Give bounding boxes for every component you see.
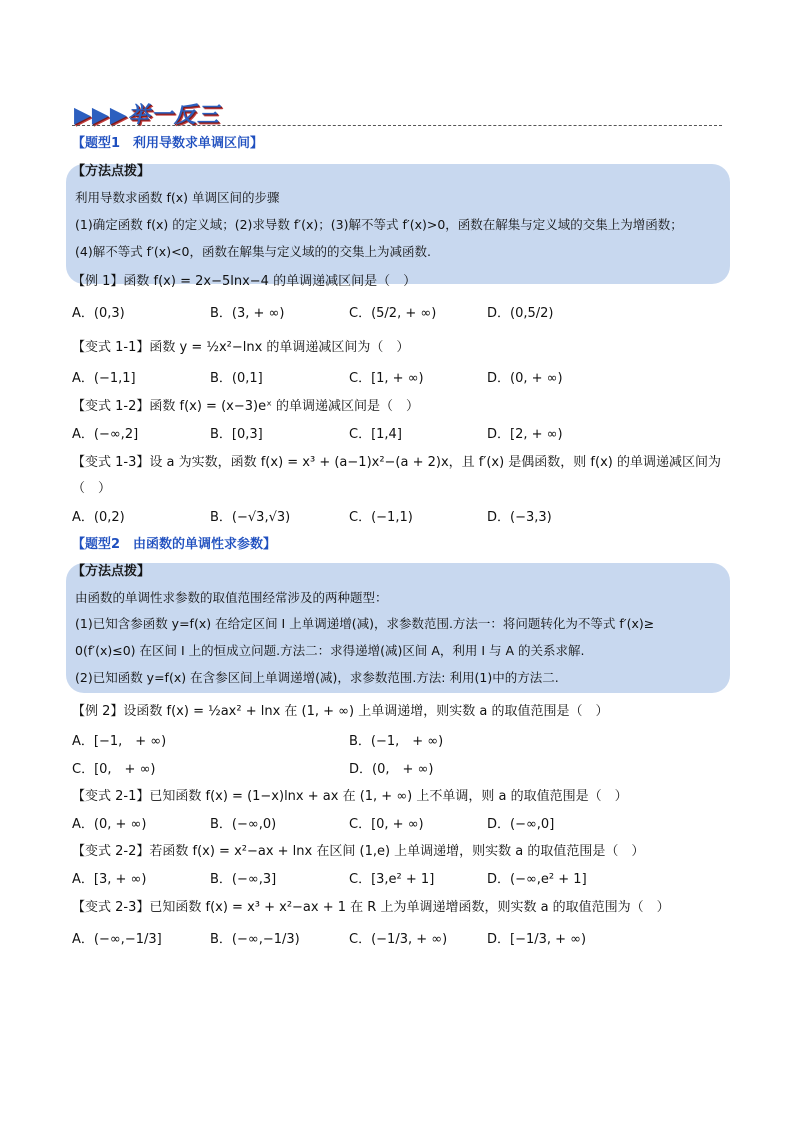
option-a: A．(0,3): [72, 306, 125, 321]
section1-title: 【题型1 利用导数求单调区间】: [72, 136, 264, 151]
method2-line-2: (1)已知含参函数 y=f(x) 在给定区间 I 上单调递增(减)，求参数范围.方法一：将问题转化为不等式 f′(x)≥: [75, 616, 655, 631]
section-logo: ▶▶▶举一反三: [74, 103, 220, 128]
option-d: D．[−1/3, + ∞): [487, 932, 587, 947]
method-label-1: 【方法点拨】: [72, 164, 151, 179]
option-b: B．(−1, + ∞): [349, 734, 444, 749]
option-d: D．[2, + ∞): [487, 427, 563, 442]
option-d: D．(−3,3): [487, 510, 552, 525]
section2-title: 【题型2 由函数的单调性求参数】: [72, 537, 277, 552]
question-stem-cont: （ ）: [72, 481, 112, 496]
question-stem: 【变式 1-1】函数 y = ½x²−lnx 的单调递减区间为（ ）: [72, 340, 410, 355]
method-label-2: 【方法点拨】: [72, 564, 151, 579]
method2-line-4: (2)已知函数 y=f(x) 在含参区间上单调递增(减)，求参数范围.方法: 利用(1)中的方法二.: [75, 670, 559, 685]
question-stem: 【变式 1-2】函数 f(x) = (x−3)eˣ 的单调递减区间是（ ）: [72, 399, 419, 414]
method2-line-3: 0(f′(x)≤0) 在区间 I 上的恒成立问题.方法二：求得递增(减)区间 A，利用 I 与 A 的关系求解.: [75, 643, 585, 658]
option-b: B．(−∞,3]: [210, 872, 277, 887]
option-c: C．[1,4]: [349, 427, 402, 442]
option-a: A．[3, + ∞): [72, 872, 147, 887]
option-d: D．(0, + ∞): [487, 371, 563, 386]
option-d: D．(0,5/2): [487, 306, 554, 321]
option-a: A．(0, + ∞): [72, 817, 147, 832]
method1-line-2: (1)确定函数 f(x) 的定义域；(2)求导数 f′(x)；(3)解不等式 f′(x)>0，函数在解集与定义域的交集上为增函数；: [75, 217, 683, 232]
option-c: C．[1, + ∞): [349, 371, 424, 386]
option-c: C．(−1,1): [349, 510, 413, 525]
question-stem: 【变式 2-2】若函数 f(x) = x²−ax + lnx 在区间 (1,e) 上单调递增，则实数 a 的取值范围是（ ）: [72, 844, 645, 859]
question-stem: 【变式 1-3】设 a 为实数，函数 f(x) = x³ + (a−1)x²−(a + 2)x，且 f′(x) 是偶函数，则 f(x) 的单调递减区间为: [72, 455, 721, 470]
option-a: A．(−∞,2]: [72, 427, 139, 442]
option-d: D．(0, + ∞): [349, 762, 434, 777]
option-b: B．[0,3]: [210, 427, 263, 442]
header-divider: [72, 125, 722, 126]
option-c: C．[0, + ∞): [72, 762, 156, 777]
option-c: C．[0, + ∞): [349, 817, 424, 832]
option-b: B．(−∞,−1/3): [210, 932, 300, 947]
option-b: B．(−∞,0): [210, 817, 277, 832]
method1-line-1: 利用导数求函数 f(x) 单调区间的步骤: [75, 190, 280, 205]
option-d: D．(−∞,0]: [487, 817, 555, 832]
option-b: B．(−√3,√3): [210, 510, 291, 525]
question-stem: 【变式 2-3】已知函数 f(x) = x³ + x²−ax + 1 在 R 上为单调递增函数，则实数 a 的取值范围为（ ）: [72, 900, 670, 915]
option-a: A．(−∞,−1/3]: [72, 932, 162, 947]
method2-line-1: 由函数的单调性求参数的取值范围经常涉及的两种题型：: [75, 590, 388, 605]
option-a: A．(0,2): [72, 510, 125, 525]
option-d: D．(−∞,e² + 1]: [487, 872, 587, 887]
question-stem: 【例 1】函数 f(x) = 2x−5lnx−4 的单调递减区间是（ ）: [72, 274, 417, 289]
method1-line-3: (4)解不等式 f′(x)<0，函数在解集与定义域的的交集上为减函数.: [75, 244, 431, 259]
option-b: B．(3, + ∞): [210, 306, 285, 321]
option-c: C．(5/2, + ∞): [349, 306, 437, 321]
question-stem: 【例 2】设函数 f(x) = ½ax² + lnx 在 (1, + ∞) 上单调递增，则实数 a 的取值范围是（ ）: [72, 704, 609, 719]
option-a: A．(−1,1]: [72, 371, 136, 386]
option-c: C．(−1/3, + ∞): [349, 932, 448, 947]
option-a: A．[−1, + ∞): [72, 734, 167, 749]
option-c: C．[3,e² + 1]: [349, 872, 435, 887]
option-b: B．(0,1]: [210, 371, 263, 386]
question-stem: 【变式 2-1】已知函数 f(x) = (1−x)lnx + ax 在 (1, + ∞) 上不单调，则 a 的取值范围是（ ）: [72, 789, 628, 804]
